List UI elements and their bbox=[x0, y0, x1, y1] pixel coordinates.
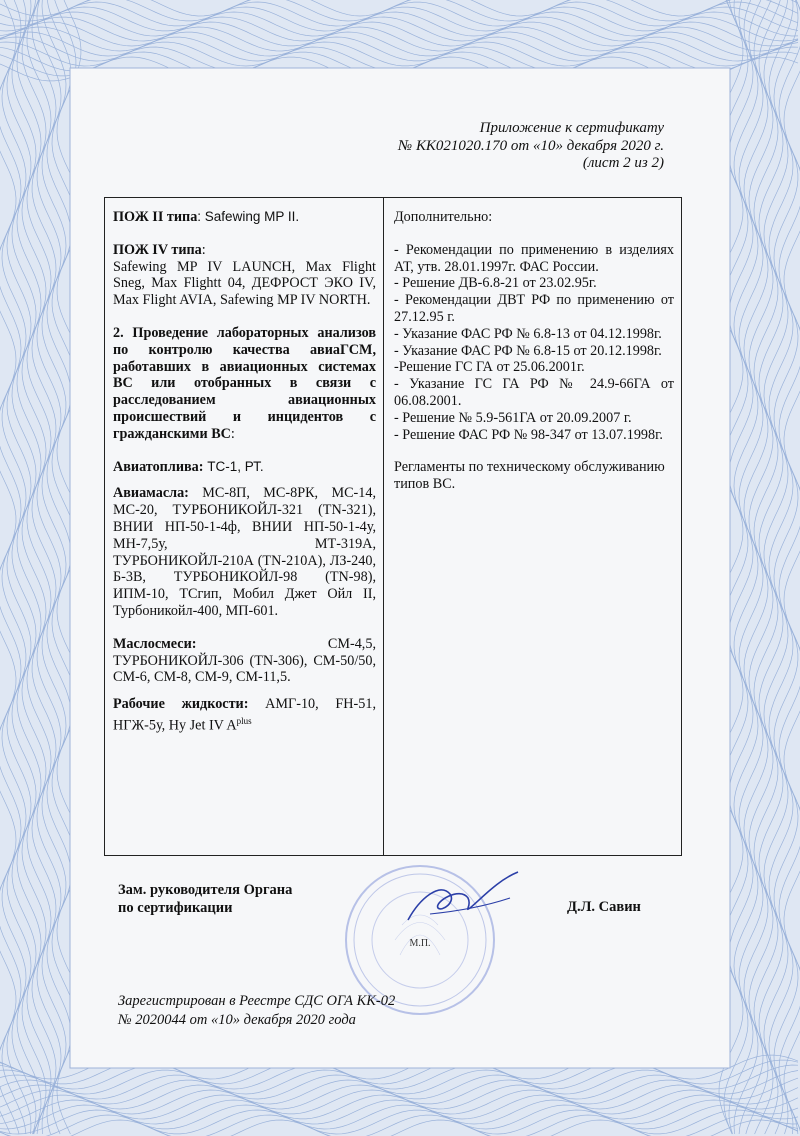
signatory-title-line1: Зам. руководителя Органа bbox=[118, 882, 293, 898]
signatory-title bbox=[118, 881, 292, 917]
poj4-label: ПОЖ IV типа bbox=[113, 241, 202, 258]
poj2-value: : Safewing MP II. bbox=[197, 209, 300, 224]
poj4-row: ПОЖ IV типа: bbox=[113, 241, 206, 258]
fuel-label: Авиатоплива: bbox=[113, 458, 204, 475]
registry-line2: № 2020044 от «10» декабря 2020 года bbox=[118, 1012, 356, 1028]
column-divider bbox=[383, 198, 384, 855]
registry-footer bbox=[118, 992, 395, 1030]
fuel-value: ТС-1, РТ. bbox=[203, 458, 264, 474]
additional-item: - Рекомендации ДВТ РФ по применению от 27.12.95 г. bbox=[394, 292, 674, 325]
handwritten-signature bbox=[400, 868, 530, 928]
oils-value: МС-8П, МС-8РК, МС-14, МС-20, ТУРБОНИКОЙЛ-321 (TN-321), ВНИИ НП-50-1-4ф, ВНИИ НП-50-1-4у, МН-7,5у, МТ-319А, ТУРБОНИКОЙЛ-210А (TN-210A), ЛЗ-240, Б-3В, ТУРБОНИКОЙЛ-98 (TN-98), ИПМ-10, ТСгип, Мобил Джет Ойл II, Турбоникойл-400, МП-601. bbox=[113, 485, 376, 619]
mix-row bbox=[113, 636, 376, 686]
stamp-mark: М.П. bbox=[409, 938, 431, 949]
poj4-value: Safewing MP IV LAUNCH, Max Flight Sneg, Max Flightt 04, ДЕФРОСТ ЭКО IV, Max Flight AVIA, Safewing MP IV NORTH. bbox=[113, 258, 376, 309]
additional-item: - Решение ДВ-6.8-21 от 23.02.95г. bbox=[394, 275, 597, 292]
left-column bbox=[113, 209, 376, 734]
mix-label: Маслосмеси: bbox=[113, 635, 197, 652]
fuel-row bbox=[113, 459, 376, 476]
sheet-number: (лист 2 из 2) bbox=[582, 155, 664, 171]
fluids-value: АМГ-10, FH-51, НГЖ-5у, Hy Jet IV A bbox=[113, 696, 376, 734]
additional-item: - Рекомендации по применению в изделиях АТ, утв. 28.01.1997г. ФАС России. bbox=[394, 241, 674, 275]
additional-list bbox=[394, 242, 674, 444]
section-2-tail: : bbox=[230, 425, 235, 442]
poj2-row bbox=[113, 209, 376, 226]
maintenance-regulations: Регламенты по техническому обслуживанию типов ВС. bbox=[394, 459, 665, 493]
oils-row bbox=[113, 485, 376, 619]
fluids-row bbox=[113, 696, 376, 734]
appendix-title: Приложение к сертификату bbox=[479, 120, 664, 136]
signatory-name: Д.Л. Савин bbox=[567, 899, 641, 915]
additional-item: -Решение ГС ГА от 25.06.2001г. bbox=[394, 359, 585, 376]
fluids-sup: plus bbox=[236, 715, 252, 726]
additional-item: - Решение № 5.9-561ГА от 20.09.2007 г. bbox=[394, 409, 632, 426]
additional-item: - Указание ФАС РФ № 6.8-15 от 20.12.1998г. bbox=[394, 342, 662, 359]
additional-item: - Решение ФАС РФ № 98-347 от 13.07.1998г. bbox=[394, 426, 663, 443]
oils-label: Авиамасла: bbox=[113, 485, 189, 502]
section-2-title: 2. Проведение лабораторных анализов по контролю качества авиаГСМ, работавших в авиационных системах ВС или отобранных в связи с расследованием авиационных происшествий и инцидентов с гражданскими ВС bbox=[113, 324, 376, 442]
certificate-appendix-header bbox=[398, 120, 664, 173]
certificate-number: № КК021020.170 от «10» декабря 2020 г. bbox=[398, 137, 664, 154]
additional-item: - Указание ФАС РФ № 6.8-13 от 04.12.1998г. bbox=[394, 325, 662, 342]
additional-item: - Указание ГС ГА РФ № 24.9-66ГА от 06.08.2001. bbox=[394, 376, 674, 409]
scope-table bbox=[104, 197, 682, 856]
section-2 bbox=[113, 325, 376, 443]
registry-line1: Зарегистрирован в Реестре СДС ОГА КК-02 bbox=[118, 993, 396, 1009]
signatory-title-line2: по сертификации bbox=[118, 900, 233, 916]
poj2-label: ПОЖ II типа bbox=[113, 209, 198, 225]
additional-title: Дополнительно: bbox=[394, 209, 493, 225]
mix-value: СМ-4,5, ТУРБОНИКОЙЛ-306 (TN-306), СМ-50/50, СМ-6, СМ-8, СМ-9, СМ-11,5. bbox=[113, 635, 376, 686]
fluids-label: Рабочие жидкости: bbox=[113, 696, 249, 713]
right-column bbox=[394, 209, 674, 493]
